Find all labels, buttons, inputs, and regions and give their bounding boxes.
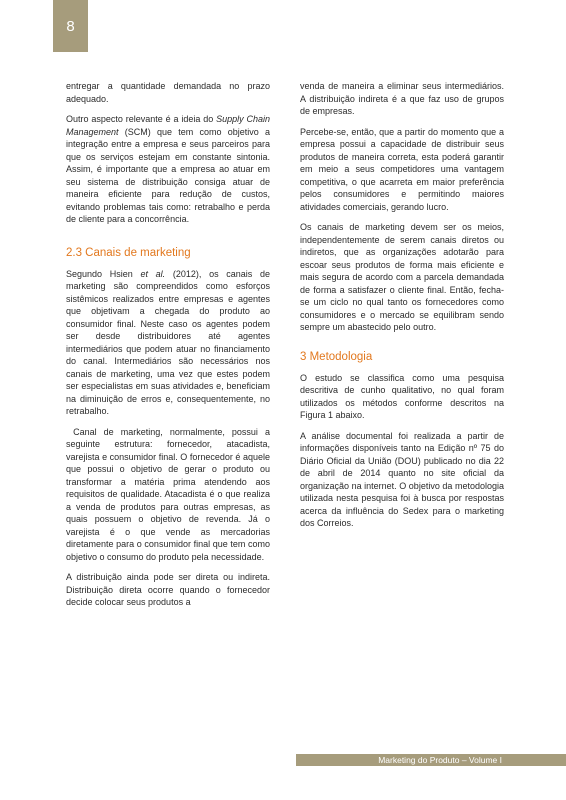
left-column bbox=[66, 80, 273, 617]
emphasis-term: et al. bbox=[140, 268, 166, 279]
section-heading-metodologia: 3 Metodologia bbox=[300, 350, 373, 363]
right-column bbox=[300, 80, 504, 538]
paragraph: entregar a quantidade demandada no prazo adequado. bbox=[66, 81, 270, 104]
text-run: Outro aspecto relevante é a ideia do bbox=[66, 114, 217, 124]
paragraph: venda de maneira a eliminar seus intermediários. A distribuição indireta é a que faz uso de grupos de empresas. bbox=[300, 81, 504, 116]
text-run: Segundo Hsien bbox=[66, 268, 141, 279]
paragraph: Canal de marketing, normalmente, possui a seguinte estrutura: fornecedor, atacadista, varejista e consumidor final. O fornecedor é aquele que possui o objetivo de gerar o produto ou transformar a matéria prima atendendo aos requisitos de qualidade. Atacadista é o que realiza a venda de produtos para outras empresas, as quais possuem o objetivo de revenda. Já o varejista é o que vende as mercadorias diretamente para o consumidor final que tem como objetivo o consumo do produto pela necessidade. bbox=[66, 426, 273, 562]
page-number: 8 bbox=[66, 18, 75, 35]
paragraph: Os canais de marketing devem ser os meios, independentemente de serem canais diretos ou indiretos, que as organizações adotarão para escoar seus produtos de forma mais eficiente e mais segura de acordo com a parcela demandada de forma a satisfazer o cliente final. Então, fecha-se um ciclo no qual tanto os fornecedores como consumidores e o mercado se equilibram sendo sempre um abastecido pelo outro. bbox=[300, 222, 504, 332]
footer-title: Marketing do Produto – Volume I bbox=[378, 755, 502, 765]
paragraph: A distribuição ainda pode ser direta ou indireta. Distribuição direta ocorre quando o fornecedor decide colocar seus produtos a bbox=[66, 572, 270, 607]
paragraph-scm bbox=[66, 113, 270, 226]
text-run: (2012), os canais de marketing são compreendidos como esforços sistêmicos realizados entre empresas e agentes que objetivam a chegada do produto ao consumidor final. Neste caso os agentes podem ser desde distribuidores até agentes intermediários que podem atuar no financiamento do canal. Intermediários são necessários nos canais de marketing, uma vez que estes podem ser especialistas em suas atividades e, beneficiam na diminuição de erros e, consequentemente, no retrabalho. bbox=[66, 268, 271, 416]
section-heading-canais: 2.3 Canais de marketing bbox=[66, 246, 191, 259]
paragraph: A análise documental foi realizada a partir de informações disponíveis tanto na Edição nº 75 do Diário Oficial da União (DOU) publicado no dia 22 de abril de 2014 quanto no site oficial da organização na internet. O objetivo da metodologia utilizada nesta pesquisa foi à busca por respostas acerca da influência do Sedex para o marketing dos Correios. bbox=[300, 430, 504, 528]
text-run: (SCM) que tem como objetivo a integração entre a empresa e seus parceiros para que os serviços estejam em constante sintonia. Assim, é importante que a empresa ao atuar em seu sistema de distribuição consiga atuar de maneira eficiente para redução de custos, evitando problemas tais como: retrabalho e perda de cliente para a concorrência. bbox=[66, 126, 270, 224]
paragraph: Percebe-se, então, que a partir do momento que a empresa possui a capacidade de distribuir seus produtos de maneira correta, esta poderá garantir em meio a seus competidores uma vantagem competitiva, o que acarreta em maior preferência pelos consumidores e permitindo maiores atividades comerciais, gerando lucro. bbox=[300, 126, 504, 212]
emphasis-term: Supply Chain Management bbox=[66, 114, 270, 137]
page-number-badge bbox=[53, 0, 88, 52]
paragraph: O estudo se classifica como uma pesquisa descritiva de cunho qualitativo, no qual foram utilizados os métodos conforme descritos na Figura 1 abaixo. bbox=[300, 372, 504, 420]
footer-bar bbox=[296, 754, 566, 766]
paragraph-hsien bbox=[66, 268, 270, 418]
